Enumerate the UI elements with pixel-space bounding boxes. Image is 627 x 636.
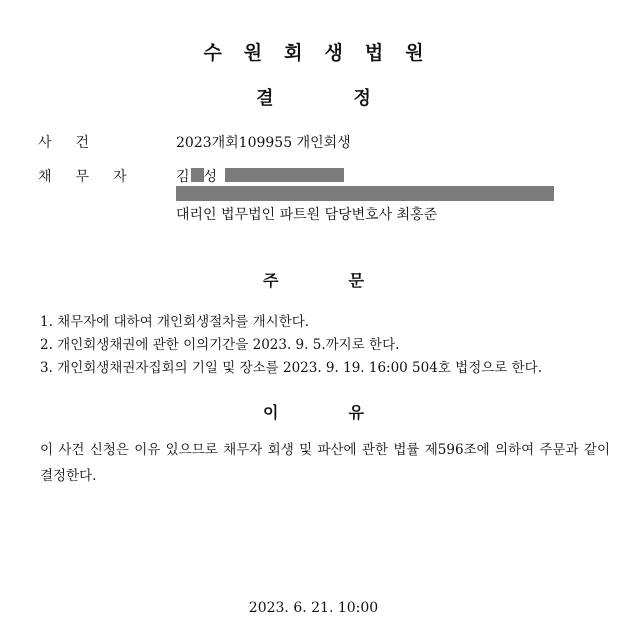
document-type-title: 결정: [256, 88, 451, 109]
order-item-2: 2. 개인회생채권에 관한 이의기간을 2023. 9. 5.까지로 한다.: [40, 337, 400, 353]
reason-heading: 이유: [263, 403, 434, 422]
decision-date: 2023. 6. 21. 10:00: [248, 600, 379, 616]
order-item-1: 1. 채무자에 대하여 개인회생절차를 개시한다.: [40, 314, 310, 330]
debtor-label: 채무자: [38, 169, 151, 185]
redacted-personal-id: [225, 168, 344, 182]
debtor-name-first: 김: [176, 169, 190, 185]
debtor-name-last: 성: [203, 169, 218, 185]
case-number: 2023개회109955 개인회생: [176, 135, 351, 151]
court-name: 수원회생법원: [203, 42, 446, 64]
case-label: 사건: [38, 135, 114, 151]
reason-text: 이 사건 신청은 이유 있으므로 채무자 회생 및 파산에 관한 법률 제596조에 의하여 주문과 같이 결정한다.: [40, 442, 610, 484]
representative-line: 대리인 법무법인 파트원 담당변호사 최홍준: [176, 207, 438, 223]
order-heading: 주문: [263, 271, 434, 290]
redacted-address: [176, 186, 554, 201]
redacted-name-char: [191, 168, 204, 182]
order-item-3: 3. 개인회생채권자집회의 기일 및 장소를 2023. 9. 19. 16:00 504호 법정으로 한다.: [40, 360, 542, 376]
